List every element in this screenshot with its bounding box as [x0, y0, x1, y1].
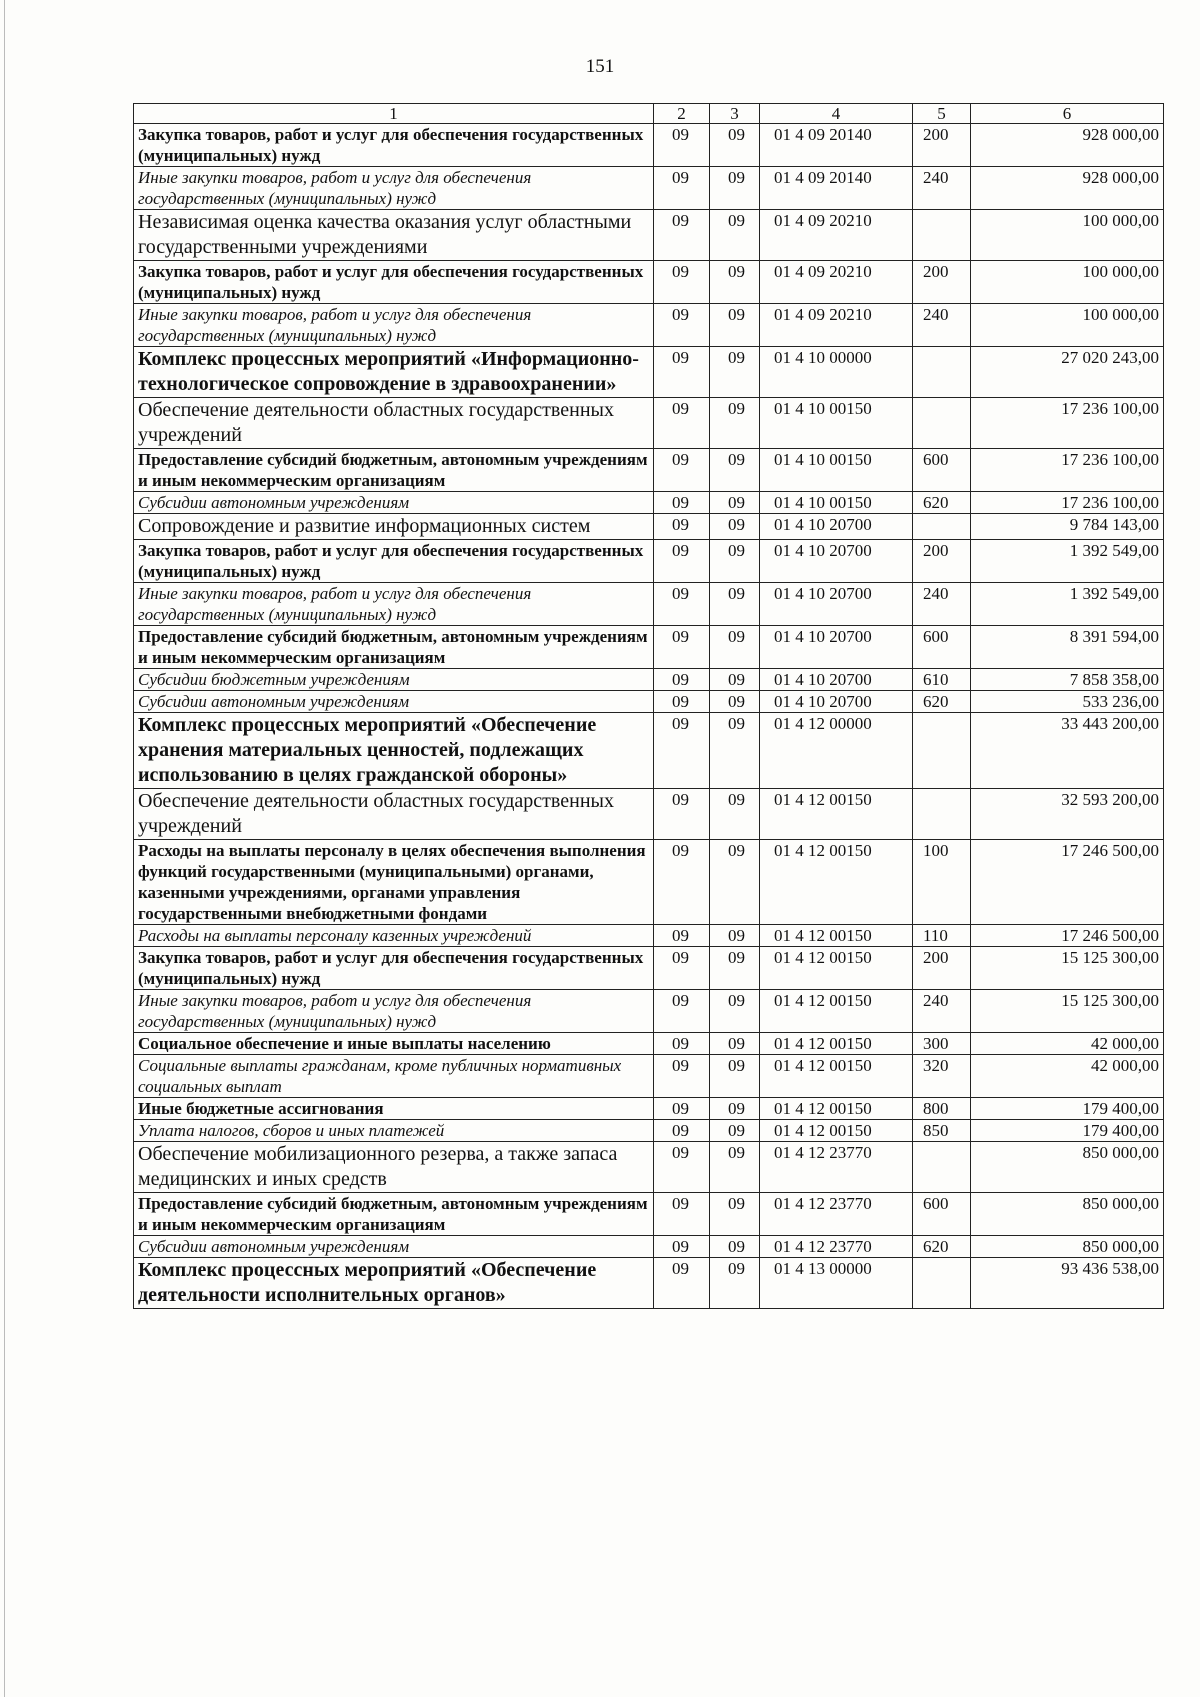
row-subsection-cell: 09	[710, 626, 760, 669]
table-row	[134, 840, 1164, 925]
table-row	[134, 449, 1164, 492]
budget-table	[133, 103, 1164, 1309]
row-name-cell: Социальные выплаты гражданам, кроме публичных нормативных социальных выплат	[134, 1055, 654, 1098]
table-row	[134, 1142, 1164, 1193]
row-subsection-cell: 09	[710, 1055, 760, 1098]
row-name-cell: Субсидии бюджетным учреждениям	[134, 669, 654, 691]
row-subsection-cell: 09	[710, 789, 760, 840]
row-expense-type-cell	[913, 713, 971, 789]
row-amount-cell: 17 236 100,00	[971, 492, 1164, 514]
table-row	[134, 124, 1164, 167]
row-amount-cell: 15 125 300,00	[971, 947, 1164, 990]
row-target-article-cell: 01 4 09 20210	[760, 304, 913, 347]
row-target-article-cell: 01 4 12 00150	[760, 990, 913, 1033]
row-subsection-cell: 09	[710, 669, 760, 691]
row-name-cell: Сопровождение и развитие информационных систем	[134, 514, 654, 540]
row-amount-cell: 42 000,00	[971, 1055, 1164, 1098]
row-expense-type-cell	[913, 514, 971, 540]
row-name-cell: Субсидии автономным учреждениям	[134, 691, 654, 713]
row-target-article-cell: 01 4 10 20700	[760, 514, 913, 540]
row-expense-type-cell: 100	[913, 840, 971, 925]
row-section-cell: 09	[654, 1120, 710, 1142]
row-target-article-cell: 01 4 09 20140	[760, 167, 913, 210]
header-col-1: 1	[134, 104, 654, 124]
row-section-cell: 09	[654, 669, 710, 691]
row-subsection-cell: 09	[710, 583, 760, 626]
row-name-cell: Независимая оценка качества оказания услуг областными государственными учреждениями	[134, 210, 654, 261]
row-expense-type-cell: 600	[913, 449, 971, 492]
row-subsection-cell: 09	[710, 167, 760, 210]
row-target-article-cell: 01 4 10 00150	[760, 449, 913, 492]
row-section-cell: 09	[654, 304, 710, 347]
row-amount-cell: 928 000,00	[971, 124, 1164, 167]
row-target-article-cell: 01 4 12 00150	[760, 1055, 913, 1098]
row-name-cell: Иные закупки товаров, работ и услуг для обеспечения государственных (муниципальных) нужд	[134, 990, 654, 1033]
row-name-cell: Обеспечение мобилизационного резерва, а также запаса медицинских и иных средств	[134, 1142, 654, 1193]
row-expense-type-cell: 600	[913, 626, 971, 669]
row-name-cell: Комплекс процессных мероприятий «Информационно-технологическое сопровождение в здравоохранении»	[134, 347, 654, 398]
row-amount-cell: 27 020 243,00	[971, 347, 1164, 398]
row-subsection-cell: 09	[710, 1142, 760, 1193]
row-section-cell: 09	[654, 261, 710, 304]
row-subsection-cell: 09	[710, 1236, 760, 1258]
row-subsection-cell: 09	[710, 124, 760, 167]
row-section-cell: 09	[654, 925, 710, 947]
row-amount-cell: 93 436 538,00	[971, 1258, 1164, 1309]
row-section-cell: 09	[654, 1142, 710, 1193]
table-row	[134, 691, 1164, 713]
row-subsection-cell: 09	[710, 925, 760, 947]
table-row	[134, 626, 1164, 669]
table-body	[134, 124, 1164, 1309]
row-subsection-cell: 09	[710, 1193, 760, 1236]
row-name-cell: Комплекс процессных мероприятий «Обеспечение деятельности исполнительных органов»	[134, 1258, 654, 1309]
row-section-cell: 09	[654, 514, 710, 540]
row-target-article-cell: 01 4 09 20210	[760, 261, 913, 304]
header-col-5: 5	[913, 104, 971, 124]
row-name-cell: Иные закупки товаров, работ и услуг для обеспечения государственных (муниципальных) нужд	[134, 304, 654, 347]
table-row	[134, 713, 1164, 789]
row-name-cell: Закупка товаров, работ и услуг для обеспечения государственных (муниципальных) нужд	[134, 261, 654, 304]
row-amount-cell: 7 858 358,00	[971, 669, 1164, 691]
row-expense-type-cell: 240	[913, 583, 971, 626]
row-expense-type-cell: 240	[913, 990, 971, 1033]
row-name-cell: Обеспечение деятельности областных государственных учреждений	[134, 398, 654, 449]
row-name-cell: Уплата налогов, сборов и иных платежей	[134, 1120, 654, 1142]
header-row	[134, 104, 1164, 124]
row-subsection-cell: 09	[710, 691, 760, 713]
row-section-cell: 09	[654, 1193, 710, 1236]
row-target-article-cell: 01 4 12 00000	[760, 713, 913, 789]
row-target-article-cell: 01 4 10 20700	[760, 669, 913, 691]
row-expense-type-cell: 200	[913, 124, 971, 167]
row-amount-cell: 533 236,00	[971, 691, 1164, 713]
row-amount-cell: 42 000,00	[971, 1033, 1164, 1055]
row-target-article-cell: 01 4 12 23770	[760, 1193, 913, 1236]
row-expense-type-cell: 240	[913, 304, 971, 347]
row-section-cell: 09	[654, 840, 710, 925]
table-row	[134, 925, 1164, 947]
row-target-article-cell: 01 4 10 20700	[760, 626, 913, 669]
row-name-cell: Расходы на выплаты персоналу казенных учреждений	[134, 925, 654, 947]
row-name-cell: Иные закупки товаров, работ и услуг для обеспечения государственных (муниципальных) нужд	[134, 167, 654, 210]
row-target-article-cell: 01 4 12 00150	[760, 1033, 913, 1055]
row-section-cell: 09	[654, 626, 710, 669]
row-subsection-cell: 09	[710, 210, 760, 261]
row-amount-cell: 850 000,00	[971, 1236, 1164, 1258]
row-expense-type-cell: 620	[913, 492, 971, 514]
row-name-cell: Иные закупки товаров, работ и услуг для обеспечения государственных (муниципальных) нужд	[134, 583, 654, 626]
row-expense-type-cell	[913, 1142, 971, 1193]
row-section-cell: 09	[654, 789, 710, 840]
table-row	[134, 1033, 1164, 1055]
row-subsection-cell: 09	[710, 1098, 760, 1120]
row-subsection-cell: 09	[710, 347, 760, 398]
row-amount-cell: 928 000,00	[971, 167, 1164, 210]
row-amount-cell: 1 392 549,00	[971, 583, 1164, 626]
row-target-article-cell: 01 4 12 00150	[760, 925, 913, 947]
row-subsection-cell: 09	[710, 514, 760, 540]
row-amount-cell: 9 784 143,00	[971, 514, 1164, 540]
table-row	[134, 789, 1164, 840]
row-section-cell: 09	[654, 449, 710, 492]
row-section-cell: 09	[654, 1258, 710, 1309]
row-expense-type-cell: 610	[913, 669, 971, 691]
table-row	[134, 492, 1164, 514]
row-amount-cell: 15 125 300,00	[971, 990, 1164, 1033]
row-expense-type-cell: 200	[913, 540, 971, 583]
row-target-article-cell: 01 4 12 00150	[760, 840, 913, 925]
table-row	[134, 514, 1164, 540]
row-target-article-cell: 01 4 10 20700	[760, 583, 913, 626]
row-subsection-cell: 09	[710, 1258, 760, 1309]
row-expense-type-cell: 110	[913, 925, 971, 947]
row-subsection-cell: 09	[710, 492, 760, 514]
row-section-cell: 09	[654, 1098, 710, 1120]
row-target-article-cell: 01 4 12 00150	[760, 1120, 913, 1142]
row-section-cell: 09	[654, 347, 710, 398]
row-expense-type-cell: 240	[913, 167, 971, 210]
row-expense-type-cell	[913, 347, 971, 398]
table-row	[134, 1055, 1164, 1098]
table-row	[134, 210, 1164, 261]
row-target-article-cell: 01 4 10 20700	[760, 540, 913, 583]
header-col-6: 6	[971, 104, 1164, 124]
row-section-cell: 09	[654, 691, 710, 713]
table-row	[134, 398, 1164, 449]
row-target-article-cell: 01 4 13 00000	[760, 1258, 913, 1309]
row-target-article-cell: 01 4 12 23770	[760, 1236, 913, 1258]
row-subsection-cell: 09	[710, 1120, 760, 1142]
row-section-cell: 09	[654, 583, 710, 626]
row-expense-type-cell	[913, 210, 971, 261]
row-subsection-cell: 09	[710, 449, 760, 492]
row-subsection-cell: 09	[710, 713, 760, 789]
row-target-article-cell: 01 4 12 00150	[760, 947, 913, 990]
row-amount-cell: 179 400,00	[971, 1120, 1164, 1142]
row-expense-type-cell	[913, 398, 971, 449]
row-section-cell: 09	[654, 947, 710, 990]
row-target-article-cell: 01 4 12 00150	[760, 789, 913, 840]
row-target-article-cell: 01 4 10 20700	[760, 691, 913, 713]
row-name-cell: Социальное обеспечение и иные выплаты населению	[134, 1033, 654, 1055]
table-row	[134, 261, 1164, 304]
row-target-article-cell: 01 4 09 20210	[760, 210, 913, 261]
row-name-cell: Иные бюджетные ассигнования	[134, 1098, 654, 1120]
row-amount-cell: 8 391 594,00	[971, 626, 1164, 669]
header-col-2: 2	[654, 104, 710, 124]
row-name-cell: Предоставление субсидий бюджетным, автономным учреждениям и иным некоммерческим организациям	[134, 626, 654, 669]
row-section-cell: 09	[654, 167, 710, 210]
row-section-cell: 09	[654, 540, 710, 583]
header-col-3: 3	[710, 104, 760, 124]
page-number: 151	[585, 56, 615, 77]
row-expense-type-cell: 320	[913, 1055, 971, 1098]
row-target-article-cell: 01 4 10 00150	[760, 398, 913, 449]
table-row	[134, 304, 1164, 347]
row-amount-cell: 100 000,00	[971, 261, 1164, 304]
row-expense-type-cell	[913, 789, 971, 840]
row-name-cell: Субсидии автономным учреждениям	[134, 1236, 654, 1258]
row-expense-type-cell: 620	[913, 691, 971, 713]
table-row	[134, 540, 1164, 583]
row-amount-cell: 17 246 500,00	[971, 925, 1164, 947]
row-target-article-cell: 01 4 12 23770	[760, 1142, 913, 1193]
row-section-cell: 09	[654, 713, 710, 789]
row-amount-cell: 32 593 200,00	[971, 789, 1164, 840]
row-amount-cell: 17 236 100,00	[971, 398, 1164, 449]
row-amount-cell: 850 000,00	[971, 1193, 1164, 1236]
row-name-cell: Закупка товаров, работ и услуг для обеспечения государственных (муниципальных) нужд	[134, 540, 654, 583]
row-subsection-cell: 09	[710, 398, 760, 449]
row-expense-type-cell	[913, 1258, 971, 1309]
row-subsection-cell: 09	[710, 990, 760, 1033]
row-amount-cell: 1 392 549,00	[971, 540, 1164, 583]
table-row	[134, 669, 1164, 691]
table-row	[134, 990, 1164, 1033]
row-expense-type-cell: 200	[913, 261, 971, 304]
row-subsection-cell: 09	[710, 261, 760, 304]
row-expense-type-cell: 850	[913, 1120, 971, 1142]
row-subsection-cell: 09	[710, 304, 760, 347]
row-amount-cell: 100 000,00	[971, 304, 1164, 347]
row-expense-type-cell: 200	[913, 947, 971, 990]
table-row	[134, 1098, 1164, 1120]
row-subsection-cell: 09	[710, 540, 760, 583]
row-section-cell: 09	[654, 210, 710, 261]
row-name-cell: Обеспечение деятельности областных государственных учреждений	[134, 789, 654, 840]
row-name-cell: Закупка товаров, работ и услуг для обеспечения государственных (муниципальных) нужд	[134, 124, 654, 167]
row-expense-type-cell: 800	[913, 1098, 971, 1120]
row-name-cell: Комплекс процессных мероприятий «Обеспечение хранения материальных ценностей, подлежащих использованию в целях гражданской обороны»	[134, 713, 654, 789]
row-name-cell: Расходы на выплаты персоналу в целях обеспечения выполнения функций государственными (муниципальными) органами, казенными учреждениями, органами управления государственными внебюджетными фондами	[134, 840, 654, 925]
row-expense-type-cell: 600	[913, 1193, 971, 1236]
row-section-cell: 09	[654, 1033, 710, 1055]
table-row	[134, 347, 1164, 398]
table-row	[134, 583, 1164, 626]
row-expense-type-cell: 620	[913, 1236, 971, 1258]
row-target-article-cell: 01 4 09 20140	[760, 124, 913, 167]
table-row	[134, 1193, 1164, 1236]
row-amount-cell: 17 236 100,00	[971, 449, 1164, 492]
row-expense-type-cell: 300	[913, 1033, 971, 1055]
row-subsection-cell: 09	[710, 840, 760, 925]
row-section-cell: 09	[654, 1236, 710, 1258]
row-name-cell: Предоставление субсидий бюджетным, автономным учреждениям и иным некоммерческим организациям	[134, 1193, 654, 1236]
row-amount-cell: 33 443 200,00	[971, 713, 1164, 789]
row-section-cell: 09	[654, 124, 710, 167]
table-row	[134, 1236, 1164, 1258]
row-section-cell: 09	[654, 1055, 710, 1098]
scan-edge-line	[4, 0, 5, 1697]
row-subsection-cell: 09	[710, 1033, 760, 1055]
row-target-article-cell: 01 4 12 00150	[760, 1098, 913, 1120]
row-target-article-cell: 01 4 10 00150	[760, 492, 913, 514]
row-section-cell: 09	[654, 492, 710, 514]
table-row	[134, 1258, 1164, 1309]
row-amount-cell: 850 000,00	[971, 1142, 1164, 1193]
row-amount-cell: 17 246 500,00	[971, 840, 1164, 925]
row-section-cell: 09	[654, 990, 710, 1033]
row-amount-cell: 100 000,00	[971, 210, 1164, 261]
table-row	[134, 167, 1164, 210]
table-row	[134, 1120, 1164, 1142]
row-name-cell: Закупка товаров, работ и услуг для обеспечения государственных (муниципальных) нужд	[134, 947, 654, 990]
row-section-cell: 09	[654, 398, 710, 449]
header-col-4: 4	[760, 104, 913, 124]
row-target-article-cell: 01 4 10 00000	[760, 347, 913, 398]
row-subsection-cell: 09	[710, 947, 760, 990]
row-name-cell: Субсидии автономным учреждениям	[134, 492, 654, 514]
row-amount-cell: 179 400,00	[971, 1098, 1164, 1120]
table-row	[134, 947, 1164, 990]
row-name-cell: Предоставление субсидий бюджетным, автономным учреждениям и иным некоммерческим организациям	[134, 449, 654, 492]
